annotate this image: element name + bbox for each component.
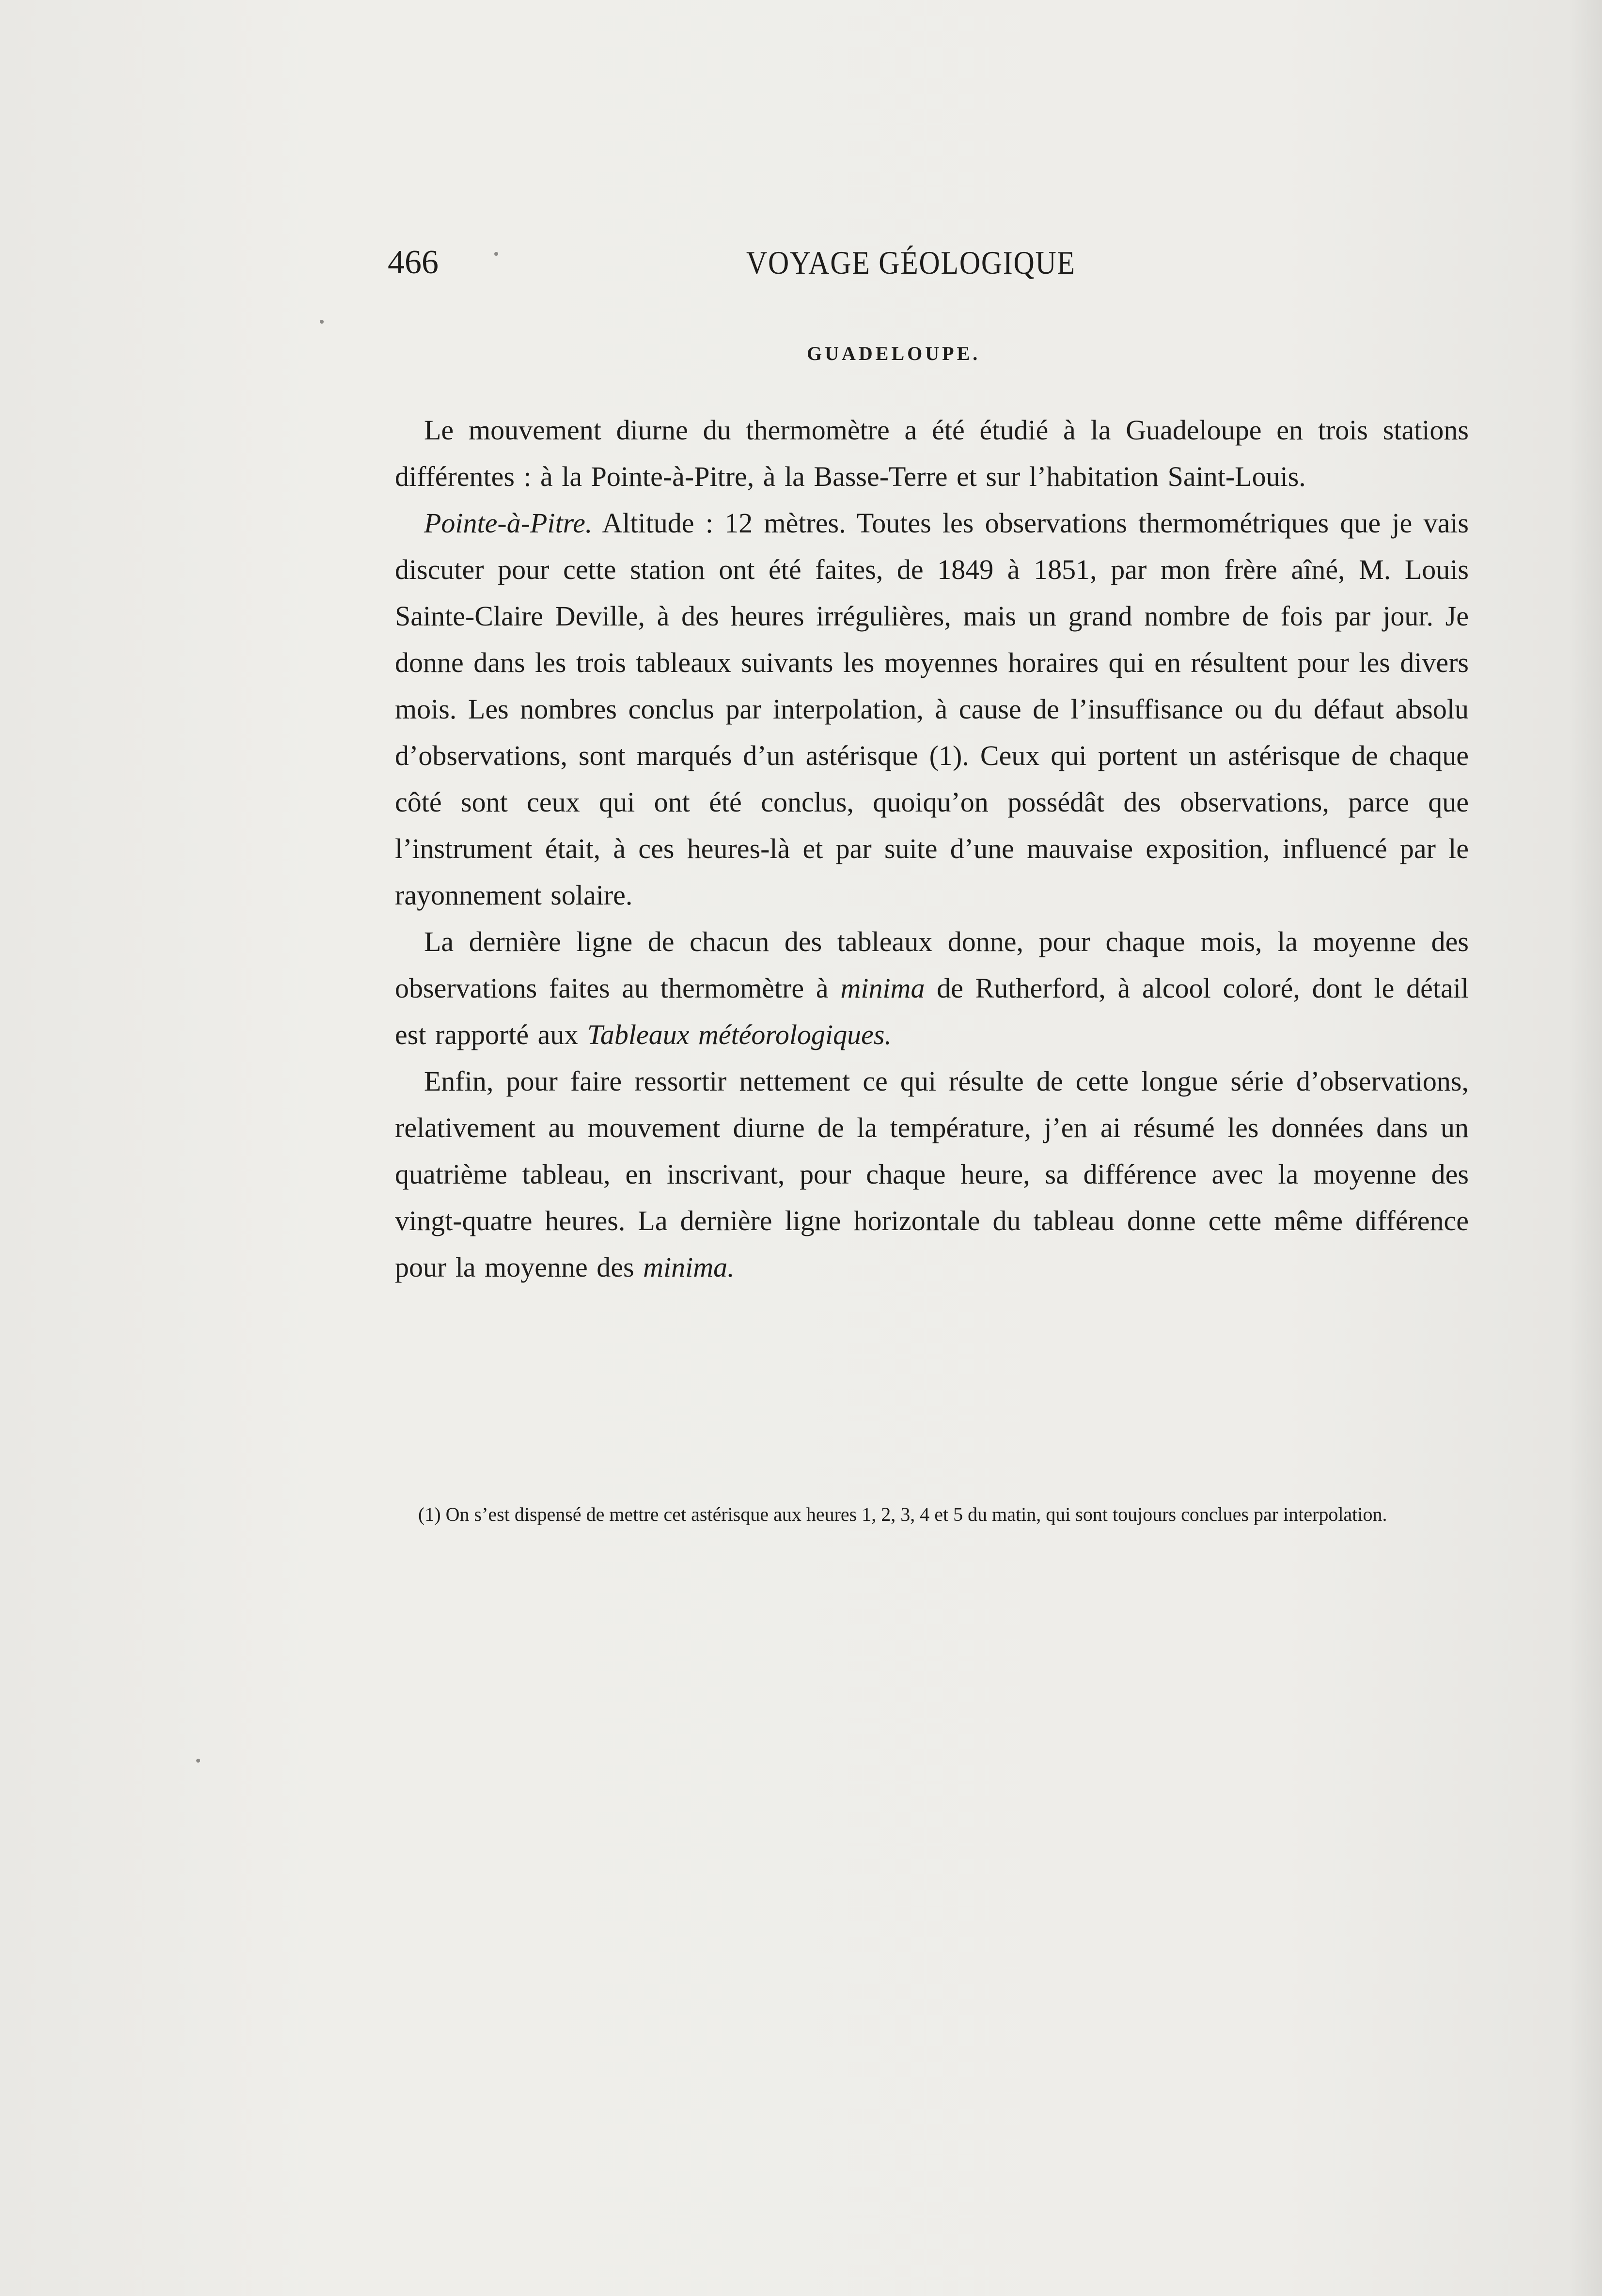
paragraph-2-lead: Pointe-à-Pitre. — [424, 507, 593, 539]
paragraph-3-italic-tableaux: Tableaux météorologiques. — [587, 1019, 892, 1050]
paragraph-2-text: Altitude : 12 mètres. Toutes les observations thermométriques que je vais discuter pour cette station ont été faites, de 1849 à 1851, par mon frère aîné, M. Louis Sainte-Claire Deville, à des heures irrégulières, mais un grand nombre de fois par jour. Je donne dans les trois tableaux suivants les moyennes horaires qui en résultent pour les divers mois. Les nombres conclus par interpolation, à cause de l’insuffisance ou du défaut absolu d’observations, sont marqués d’un astérisque (1). Ceux qui portent un astérisque de chaque côté sont ceux qui ont été conclus, quoiqu’on possédât des observations, parce que l’instrument était, à ces heures-là et par suite d’une mauvaise exposition, influencé par le rayonnement solaire. — [395, 507, 1469, 911]
paragraph-4-italic-minima: minima. — [643, 1251, 735, 1283]
ink-speck — [320, 320, 324, 324]
running-head: VOYAGE GÉOLOGIQUE — [746, 244, 1076, 281]
ink-speck — [494, 252, 498, 256]
section-title: GUADELOUPE. — [807, 343, 981, 364]
paragraph-3-italic-minima: minima — [840, 972, 925, 1004]
ink-speck — [196, 1759, 200, 1763]
page-edge-shadow — [1568, 0, 1602, 2296]
paragraph-2 — [395, 500, 1469, 919]
paragraph-3-text-a: La dernière ligne de chacun des tableaux donne, pour chaque mois, la moyenne des observations faites au thermomètre à — [395, 926, 1469, 1004]
paragraph-4 — [395, 1058, 1469, 1291]
paragraph-1 — [395, 407, 1469, 500]
footnote: (1) On s’est dispensé de mettre cet astérisque aux heures 1, 2, 3, 4 et 5 du matin, qui sont toujours conclues par interpolation. — [418, 1503, 1387, 1525]
paragraph-1-text: Le mouvement diurne du thermomètre a été étudié à la Guadeloupe en trois stations différentes : à la Pointe-à-Pitre, à la Basse-Terre et sur l’habitation Saint-Louis. — [395, 414, 1469, 492]
paragraph-3-text-b: de Rutherford, à alcool coloré, dont le détail est rapporté aux — [395, 972, 1469, 1050]
paragraph-3 — [395, 919, 1469, 1058]
paragraph-4-text-a: Enfin, pour faire ressortir nettement ce qui résulte de cette longue série d’observations, relativement au mouvement diurne de la température, j’en ai résumé les données dans un quatrième tableau, en inscrivant, pour chaque heure, sa différence avec la moyenne des vingt-quatre heures. La dernière ligne horizontale du tableau donne cette même différence pour la moyenne des — [395, 1065, 1469, 1283]
page-number: 466 — [388, 244, 439, 281]
body-text — [395, 407, 1469, 1291]
